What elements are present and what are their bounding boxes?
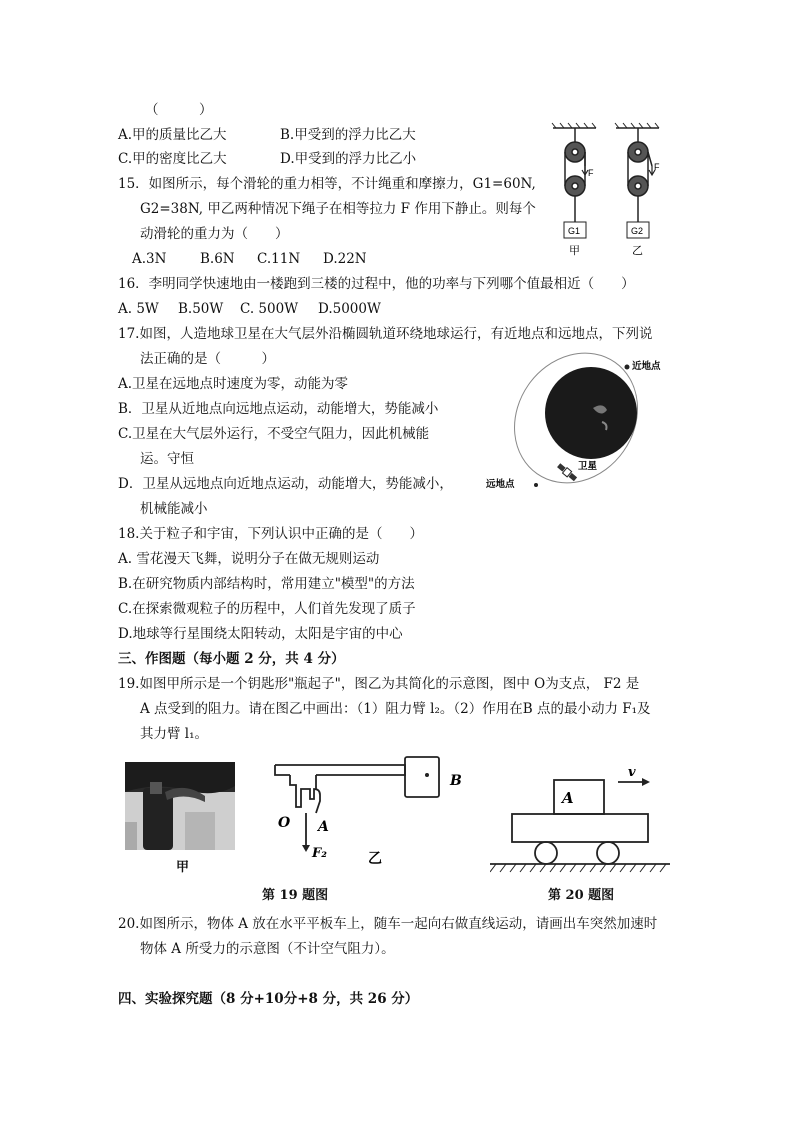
- q16-option-b: B.50W: [178, 301, 224, 317]
- apogee-label: 远地点: [486, 479, 515, 490]
- cart-diagram: [490, 760, 670, 880]
- q17-option-d-line2: 机械能减小: [140, 501, 208, 517]
- fig20-caption: 第 20 题图: [548, 888, 615, 903]
- bottle-opener-schematic: [270, 755, 470, 865]
- q17-option-b: B．卫星从近地点向远地点运动，动能增大，势能减小: [118, 401, 439, 417]
- fig19-caption: 第 19 题图: [262, 888, 329, 903]
- weight-g2-label: G2: [631, 226, 644, 236]
- q14-option-a: A.甲的质量比乙大: [118, 127, 227, 143]
- fig19-yi-label: 乙: [368, 851, 382, 865]
- q15-line2: G2=38N, 甲乙两种情况下绳子在相等拉力 F 作用下静止。则每个: [140, 201, 536, 217]
- q15-option-c: C.11N: [257, 251, 301, 267]
- q15-line3: 动滑轮的重力为（ ）: [140, 226, 289, 242]
- q17-option-c-line1: C.卫星在大气层外运行，不受空气阻力，因此机械能: [118, 426, 430, 442]
- pulley-yi-label: 乙: [632, 244, 643, 257]
- pulley-jia-label: 甲: [569, 244, 580, 257]
- q20-line2: 物体 A 所受力的示意图（不计空气阻力）。: [140, 941, 395, 957]
- velocity-v-label: v: [628, 765, 636, 780]
- q14-option-c: C.甲的密度比乙大: [118, 151, 227, 167]
- perigee-label: 近地点: [632, 361, 661, 372]
- q16-stem: 16．李明同学快速地由一楼跑到三楼的过程中，他的功率与下列哪个值最相近（ ）: [118, 276, 635, 292]
- q19-line1: 19.如图甲所示是一个钥匙形"瓶起子"，图乙为其简化的示意图，图中 O为支点， F2 是: [118, 676, 640, 692]
- q18-stem: 18.关于粒子和宇宙，下列认识中正确的是（ ）: [118, 526, 423, 542]
- q16-option-d: D.5000W: [318, 301, 381, 317]
- q17-line1: 17.如图，人造地球卫星在大气层外沿椭圆轨道环绕地球运行，有近地点和远地点，下列说: [118, 326, 653, 342]
- q15-option-d: D.22N: [323, 251, 367, 267]
- q17-option-c-line2: 运。守恒: [140, 451, 194, 467]
- q18-option-d: D.地球等行星围绕太阳转动，太阳是宇宙的中心: [118, 626, 403, 642]
- q17-option-d-line1: D．卫星从远地点向近地点运动，动能增大，势能减小，: [118, 476, 453, 492]
- q18-option-a: A. 雪花漫天飞舞，说明分子在做无规则运动: [118, 551, 380, 567]
- q15-line1: 15．如图所示，每个滑轮的重力相等，不计绳重和摩擦力，G1=60N,: [118, 176, 536, 192]
- pulley-diagram: [548, 122, 678, 262]
- force-f2-label: F₂: [312, 846, 327, 861]
- q16-option-c: C. 500W: [240, 301, 299, 317]
- q15-option-a: A.3N: [132, 251, 167, 267]
- q14-option-d: D.甲受到的浮力比乙小: [280, 151, 417, 167]
- q14-answer-bracket: （ ）: [145, 102, 213, 118]
- q17-line2: 法正确的是（ ）: [140, 351, 275, 367]
- q16-option-a: A. 5W: [118, 301, 159, 317]
- section-4-heading: 四、实验探究题（8 分+10分+8 分，共 26 分）: [118, 991, 419, 1007]
- pulley-force-label-left: F: [588, 168, 594, 178]
- q18-option-b: B.在研究物质内部结构时，常用建立"模型"的方法: [118, 576, 415, 592]
- q17-option-a: A.卫星在远地点时速度为零，动能为零: [118, 376, 349, 392]
- object-a-label: A: [562, 789, 574, 807]
- weight-g1-label: G1: [568, 226, 581, 236]
- fig19-jia-label: 甲: [176, 860, 190, 875]
- point-b-label: B: [450, 773, 462, 789]
- satellite-orbit-diagram: [478, 350, 678, 500]
- satellite-icon: [556, 463, 577, 483]
- q15-option-b: B.6N: [200, 251, 235, 267]
- point-a-label: A: [318, 819, 329, 835]
- q20-line1: 20.如图所示，物体 A 放在水平平板车上，随车一起向右做直线运动，请画出车突然加速时: [118, 916, 658, 932]
- pulley-force-label-right: F: [654, 162, 660, 172]
- pivot-o-label: O: [278, 815, 291, 831]
- q18-option-c: C.在探索微观粒子的历程中，人们首先发现了质子: [118, 601, 416, 617]
- q19-line2: A 点受到的阻力。请在图乙中画出：（1）阻力臂 l₂。（2）作用在B 点的最小动力 F₁及: [140, 701, 651, 717]
- q14-option-b: B.甲受到的浮力比乙大: [280, 127, 416, 143]
- bottle-opener-photo: [125, 762, 235, 850]
- q19-line3: 其力臂 l₁。: [140, 726, 209, 742]
- satellite-label: 卫星: [578, 461, 598, 472]
- section-3-heading: 三、作图题（每小题 2 分，共 4 分）: [118, 651, 345, 667]
